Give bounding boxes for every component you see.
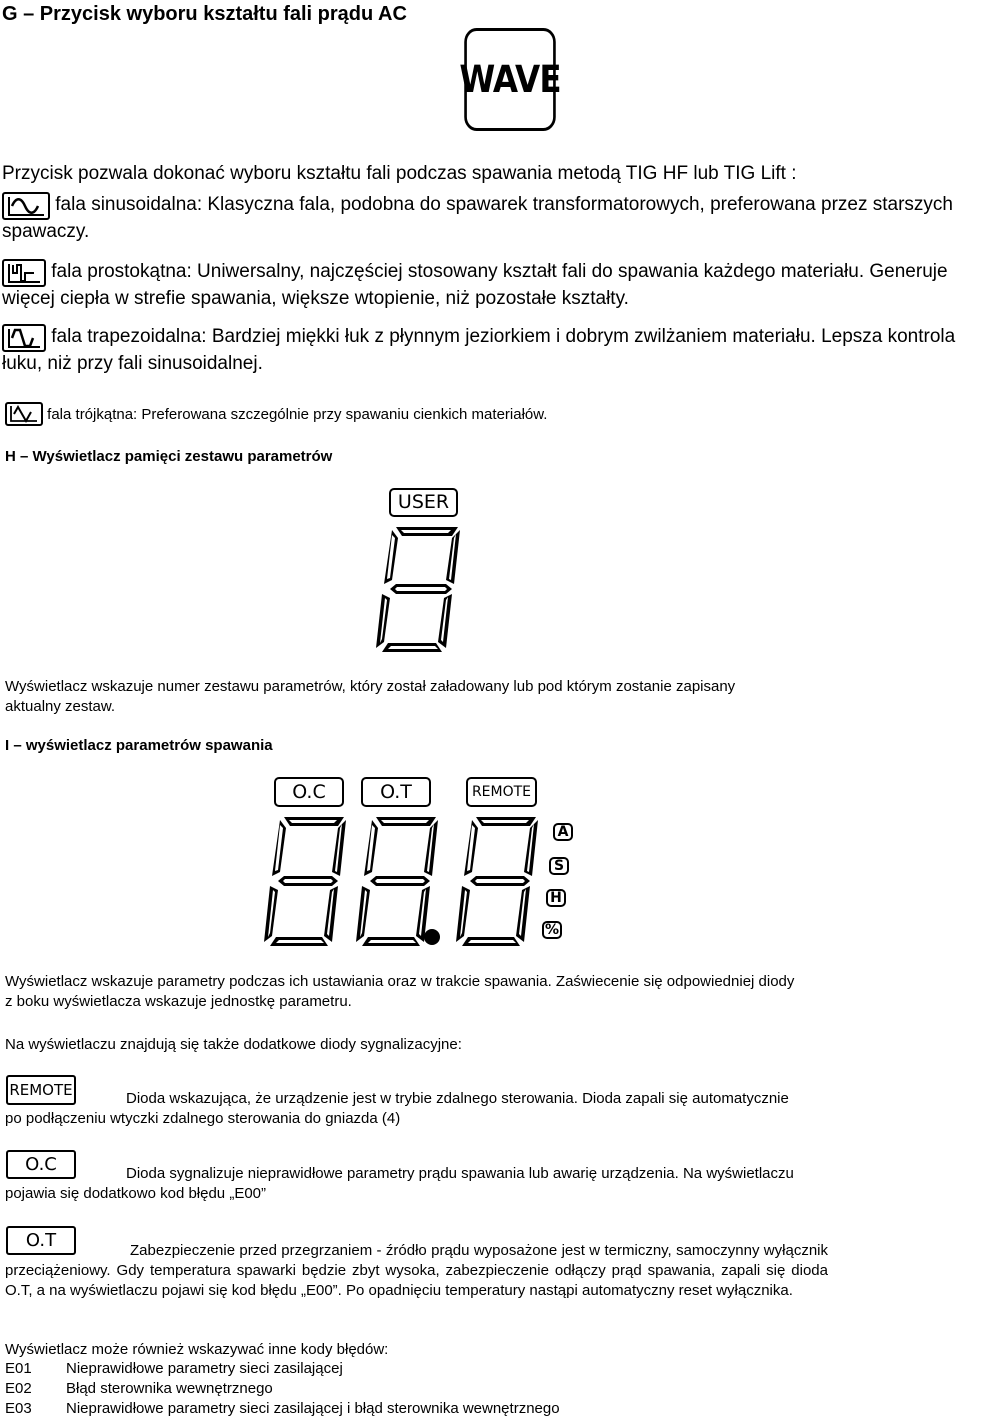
section-i-description: Wyświetlacz wskazuje parametry podczas ich ustawiania oraz w trakcie spawania. Zaświecenie się odpowiedniej diody z boku wyświetlacza wskazuje jednostkę parametru. bbox=[5, 973, 795, 1010]
remote-led-text: Dioda wskazująca, że urządzenie jest w trybie zdalnego sterowania. Dioda zapali się automatycznie po podłączeniu wtyczki zdalnego sterowania do gniazda (4) bbox=[5, 1090, 789, 1127]
unit-h-led bbox=[546, 889, 566, 907]
unit-a-label: A bbox=[557, 824, 569, 840]
user-label-text: USER bbox=[397, 491, 450, 513]
remote-display-label bbox=[466, 777, 537, 807]
error-code-e03: E03 bbox=[5, 1400, 32, 1417]
error-code-e02: E02 bbox=[5, 1380, 32, 1397]
unit-h-label: H bbox=[550, 890, 562, 906]
unit-a-led bbox=[553, 823, 573, 841]
error-desc-e03: Nieprawidłowe parametry sieci zasilającej i błąd sterownika wewnętrznego bbox=[66, 1400, 560, 1417]
remote-led-label: REMOTE bbox=[9, 1081, 73, 1099]
triangle-wave-icon bbox=[5, 402, 43, 426]
wave-sine-text: fala sinusoidalna: Klasyczna fala, podobna do spawarek transformatorowych, preferowana przez starszych spawaczy. bbox=[2, 194, 953, 242]
ot-display-label bbox=[361, 777, 431, 807]
section-g-heading: G – Przycisk wyboru kształtu fali prądu AC bbox=[2, 3, 407, 25]
section-i-heading: I – wyświetlacz parametrów spawania bbox=[5, 737, 273, 754]
wave-square-text: fala prostokątna: Uniwersalny, najczęściej stosowany kształt fali do spawania każdego materiału. Generuje więcej ciepła w strefie spawania, większe wtopienie, niż pozostałe kształty. bbox=[2, 261, 948, 309]
error-desc-e01: Nieprawidłowe parametry sieci zasilającej bbox=[66, 1360, 343, 1377]
leds-intro: Na wyświetlaczu znajdują się także dodatkowe diody sygnalizacyjne: bbox=[5, 1036, 462, 1053]
user-digit-display bbox=[368, 522, 468, 658]
wave-button-label: WAVE bbox=[459, 58, 561, 101]
section-h-description: Wyświetlacz wskazuje numer zestawu parametrów, który został załadowany lub pod którym zostanie zapisany aktualny zestaw. bbox=[5, 678, 736, 715]
errors-intro: Wyświetlacz może również wskazywać inne kody błędów: bbox=[5, 1341, 389, 1358]
oc-display-label-text: O.C bbox=[292, 781, 326, 803]
ot-led-text: Zabezpieczenie przed przegrzaniem - źródło prądu wyposażone jest w termiczny, samoczynny wyłącznik przeciążeniowy. Gdy temperatura spawarki będzie zbyt wysoka, zabezpieczenie odłączy prąd spawania, zapali się dioda O.T, a na wyświetlaczu pojawi się kod błędu „E00”. Po opadnięciu temperatury nastąpi automatyczny reset wyłącznika. bbox=[5, 1242, 828, 1299]
wave-button[interactable] bbox=[459, 28, 561, 131]
wave-trapezoid-paragraph bbox=[2, 324, 977, 376]
wave-sine-paragraph bbox=[2, 192, 977, 244]
unit-percent-led bbox=[542, 921, 562, 939]
wave-square-paragraph bbox=[2, 259, 977, 311]
wave-trapezoid-text: fala trapezoidalna: Bardziej miękki łuk z płynnym jeziorkiem i dobrym zwilżaniem materiału. Lepsza kontrola łuku, niż przy fali sinusoidalnej. bbox=[2, 326, 956, 374]
section-h-heading: H – Wyświetlacz pamięci zestawu parametrów bbox=[5, 448, 333, 465]
decimal-point bbox=[424, 929, 440, 945]
ot-display-label-text: O.T bbox=[380, 781, 412, 803]
trapezoid-wave-icon bbox=[2, 324, 46, 352]
remote-display-label-text: REMOTE bbox=[471, 784, 532, 800]
ot-led-label: O.T bbox=[25, 1230, 57, 1251]
oc-led-text: Dioda sygnalizuje nieprawidłowe parametry prądu spawania lub awarię urządzenia. Na wyświetlaczu pojawia się dodatkowo kod błędu „E00” bbox=[5, 1165, 794, 1202]
user-label bbox=[389, 488, 458, 517]
oc-display-label bbox=[274, 777, 344, 807]
error-desc-e02: Błąd sterownika wewnętrznego bbox=[66, 1380, 273, 1397]
wave-triangle-text: fala trójkątna: Preferowana szczególnie przy spawaniu cienkich materiałów. bbox=[47, 406, 548, 423]
parameter-digits-display bbox=[258, 812, 548, 954]
oc-led-label: O.C bbox=[25, 1154, 57, 1175]
error-code-e01: E01 bbox=[5, 1360, 32, 1377]
unit-s-led bbox=[549, 857, 569, 875]
sine-wave-icon bbox=[2, 192, 50, 220]
unit-s-label: S bbox=[553, 858, 565, 874]
wave-triangle-paragraph bbox=[5, 402, 975, 426]
square-wave-icon bbox=[2, 259, 46, 287]
unit-percent-label: % bbox=[544, 922, 560, 938]
section-g-intro: Przycisk pozwala dokonać wyboru kształtu fali podczas spawania metodą TIG HF lub TIG Lift : bbox=[2, 163, 797, 184]
